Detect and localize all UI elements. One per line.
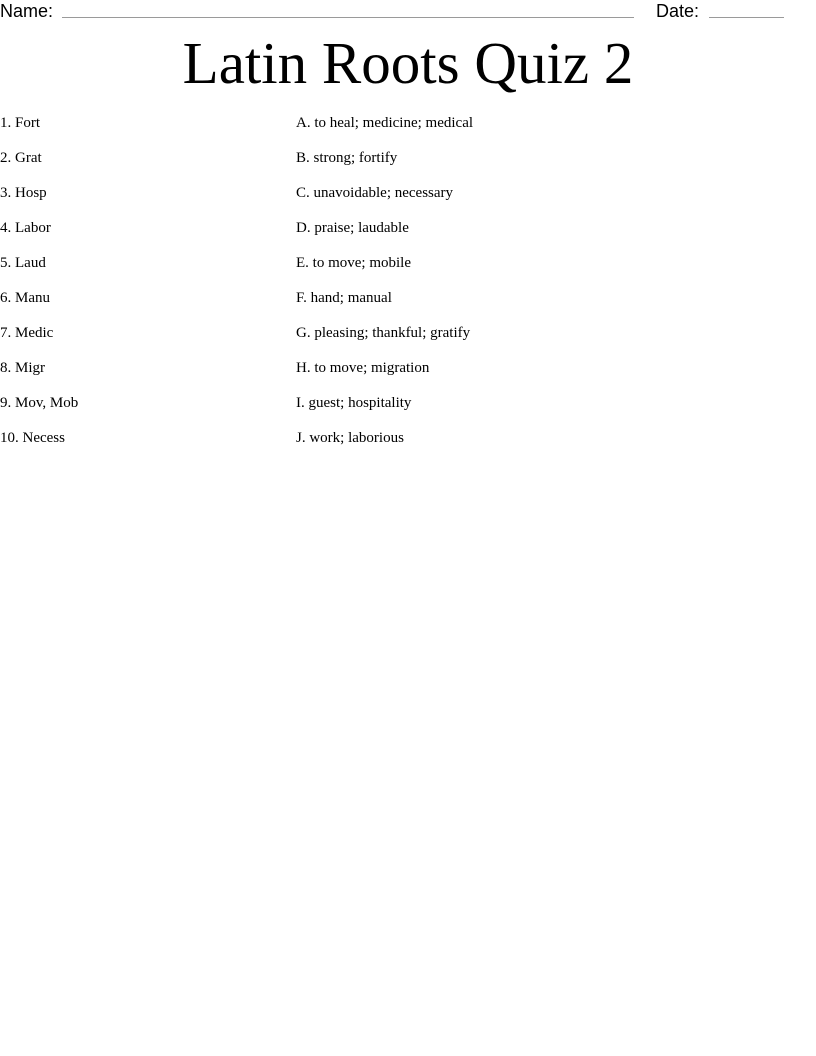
list-item — [0, 183, 816, 218]
name-blank-line — [62, 17, 634, 18]
term-label: 9. Mov, Mob — [0, 395, 79, 411]
term-label: 2. Grat — [0, 150, 42, 166]
definition-label: H. to move; migration — [296, 360, 430, 376]
date-label: Date: — [656, 1, 700, 21]
term-label: 7. Medic — [0, 325, 54, 341]
term-label: 3. Hosp — [0, 185, 47, 201]
date-blank-line — [709, 17, 784, 18]
page-title: Latin Roots Quiz 2 — [182, 30, 634, 96]
term-label: 1. Fort — [0, 115, 41, 131]
term-label: 6. Manu — [0, 290, 50, 306]
matching-list — [0, 113, 816, 463]
definition-label: A. to heal; medicine; medical — [296, 115, 474, 131]
list-item — [0, 323, 816, 358]
list-item — [0, 253, 816, 288]
list-item — [0, 428, 816, 463]
term-label: 10. Necess — [0, 430, 65, 446]
definition-label: I. guest; hospitality — [296, 395, 412, 411]
definition-label: D. praise; laudable — [296, 220, 409, 236]
definition-label: F. hand; manual — [296, 290, 392, 306]
definition-label: E. to move; mobile — [296, 255, 411, 271]
list-item — [0, 113, 816, 148]
name-label: Name: — [0, 1, 54, 21]
term-label: 4. Labor — [0, 220, 51, 236]
term-label: 5. Laud — [0, 255, 46, 271]
definition-label: C. unavoidable; necessary — [296, 185, 454, 201]
definition-label: G. pleasing; thankful; gratify — [296, 325, 471, 341]
list-item — [0, 393, 816, 428]
definition-label: J. work; laborious — [296, 430, 404, 446]
list-item — [0, 148, 816, 183]
list-item — [0, 218, 816, 253]
term-label: 8. Migr — [0, 360, 45, 376]
list-item — [0, 358, 816, 393]
definition-label: B. strong; fortify — [296, 150, 398, 166]
list-item — [0, 288, 816, 323]
worksheet-header — [0, 0, 816, 24]
